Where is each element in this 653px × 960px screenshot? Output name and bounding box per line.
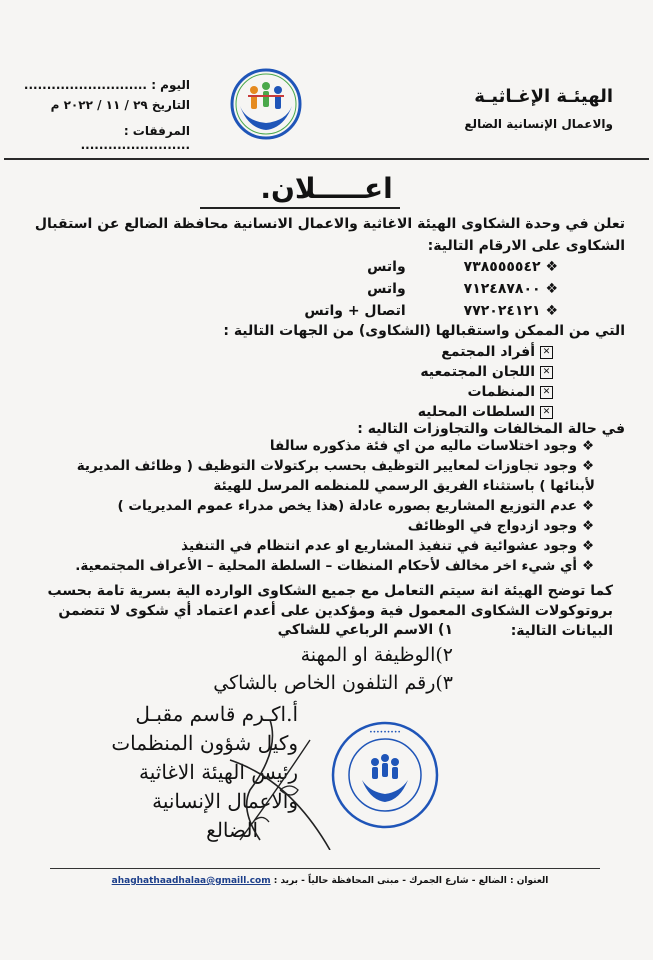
diamond-bullet-icon: ❖ xyxy=(581,438,595,454)
diamond-bullet-icon: ❖ xyxy=(545,281,558,297)
attachments-value: ........................ xyxy=(80,138,190,152)
svg-text:•••••••••: ••••••••• xyxy=(369,729,401,736)
list-item: ✕أفراد المجتمع xyxy=(153,342,553,362)
official-stamp xyxy=(330,720,440,830)
day-label: اليوم : xyxy=(151,78,190,92)
diamond-bullet-icon: ❖ xyxy=(581,558,595,574)
clarification-paragraph: كما توضح الهيئة انة سيتم التعامل مع جميع الشكاوى الوارده الية بسرية تامة بحسب بروتوكولات الشكاوى المعمول فية ومؤكدين على أعدم اعتماد أي شكوى لا تتضمن البيانات التالية: xyxy=(47,583,613,639)
groups-list xyxy=(153,342,553,422)
list-item: ❖أي شيء اخر مخالف لأحكام المنظات – السلطة المحلية – الأعراف المجتمعية. xyxy=(75,558,595,574)
phone-type: واتس xyxy=(367,281,406,297)
list-item: ❖وجود عشوائية في تنفيذ المشاريع او عدم انتظام في التنفيذ xyxy=(181,538,595,554)
required-data-list xyxy=(53,622,453,700)
title-underline xyxy=(200,207,400,209)
signatory-title: الضالع xyxy=(206,818,258,842)
phone-type: واتس xyxy=(367,259,406,275)
diamond-bullet-icon: ❖ xyxy=(545,259,558,275)
phone-row xyxy=(38,278,558,300)
org-name: الهيئـة الإغـاثيـة xyxy=(474,86,613,107)
date-label: التاريخ xyxy=(151,98,190,112)
date-value: ٢٩ / ١١ / ٢٠٢٢ م xyxy=(50,98,148,112)
phone-number: ٧١٢٤٨٧٨٠٠ xyxy=(463,281,541,297)
email-link[interactable]: ahaghathaadhalaa@gmaill.com xyxy=(111,876,271,886)
address-text: العنوان : الضالع - شارع الجمرك - مبنى المحافظة حالياً - بريد : xyxy=(273,876,549,886)
signatory-title: وكيل شؤون المنظمات xyxy=(111,731,298,755)
list-item: ✕السلطات المحليه xyxy=(153,402,553,422)
footer-divider xyxy=(50,868,600,869)
list-item: ٢)الوظيفة او المهنة xyxy=(300,644,453,666)
diamond-bullet-icon: ❖ xyxy=(581,538,595,554)
footer-address xyxy=(80,876,580,886)
attachments-label: المرفقات : xyxy=(123,124,190,138)
day-value: ........................... xyxy=(23,78,147,92)
phone-number: ٧٣٨٥٥٥٥٤٢ xyxy=(463,259,541,275)
phone-number: ٧٧٢٠٢٤١٢١ xyxy=(463,303,541,319)
diamond-bullet-icon: ❖ xyxy=(581,518,595,534)
signatory-name: أ.اكـرم قاسم مقبـل xyxy=(135,702,298,726)
checked-box-icon: ✕ xyxy=(540,386,553,399)
checked-box-icon: ✕ xyxy=(540,366,553,379)
list-item: ✕اللجان المجتمعيه xyxy=(153,362,553,382)
diamond-bullet-icon: ❖ xyxy=(581,498,595,514)
date-field xyxy=(20,98,190,112)
announcement-title: اعـــــلان. xyxy=(260,172,393,205)
checked-box-icon: ✕ xyxy=(540,406,553,419)
list-item: ❖عدم التوزيع المشاريع بصوره عادلة (هذا يخص مدراء عموم المديريات ) xyxy=(117,498,595,514)
list-item: ١) الاسم الرباعي للشاكي xyxy=(277,622,453,638)
violations-list xyxy=(40,436,595,576)
phone-type: اتصال + واتس xyxy=(304,303,406,319)
signatory-title: والاعمال الإنسانية xyxy=(152,789,298,813)
day-field xyxy=(20,78,190,92)
intro-paragraph: تعلن في وحدة الشكاوى الهيئة الاغاثية والاعمال الانسانية محافظة الضالع عن استقبال الشكاوى على الارقام التالية: xyxy=(34,216,625,254)
phone-list xyxy=(38,256,558,322)
checked-box-icon: ✕ xyxy=(540,346,553,359)
violations-intro: في حالة المخالفات والتجاوزات التاليه : xyxy=(357,421,625,437)
list-item: ٣)رقم التلفون الخاص بالشاكي xyxy=(213,672,453,694)
phone-row xyxy=(38,256,558,278)
list-item: ❖وجود تجاوزات لمعايير التوظيف بحسب بركتولات التوظيف ( وظائف المديرية لأبنائها ) باستثناء الفريق الرسمي للمنظمه المرسل للهيئة xyxy=(76,458,595,494)
diamond-bullet-icon: ❖ xyxy=(581,458,595,474)
phone-row xyxy=(38,300,558,322)
list-item: ❖وجود ازدواج في الوظائف xyxy=(407,518,595,534)
signatory-title: رئيس الهيئة الاغاثية xyxy=(139,760,298,784)
handwritten-signature xyxy=(210,700,350,854)
org-subtitle: والاعمال الإنسانية الضالع xyxy=(464,117,613,131)
attachments-field xyxy=(20,124,190,152)
diamond-bullet-icon: ❖ xyxy=(545,303,558,319)
groups-intro: التي من الممكن واستقبالها (الشكاوى) من الجهات التالية : xyxy=(223,323,625,339)
org-logo xyxy=(228,66,304,146)
list-item: ✕المنظمات xyxy=(153,382,553,402)
header-divider xyxy=(4,158,649,160)
list-item: ❖وجود اختلاسات ماليه من اي فئة مذكوره سالفا xyxy=(269,438,595,454)
